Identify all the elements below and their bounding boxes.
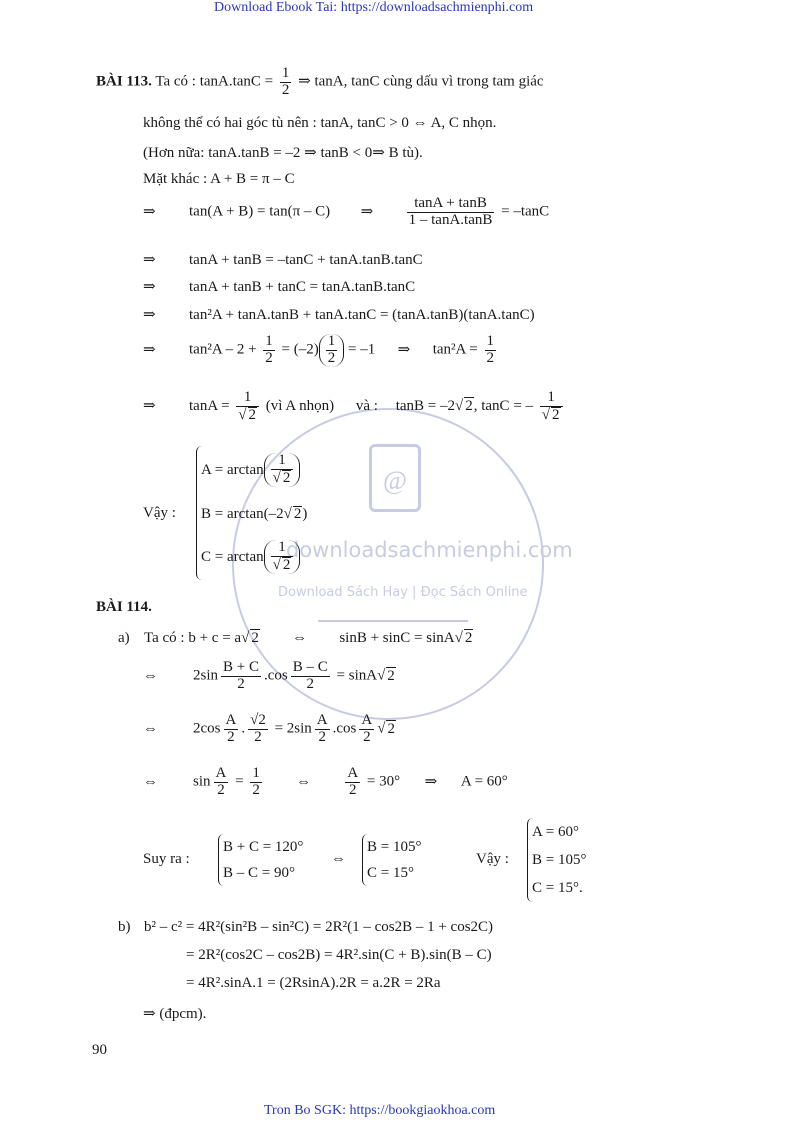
watermark-subtitle: Download Sách Hay | Đọc Sách Online	[278, 585, 528, 600]
implies: ⇒	[143, 307, 156, 323]
bai114-a-line1: a) Ta có : b + c = a√ 2 ⇔ sinB + sinC = sinA√ 2	[118, 630, 473, 646]
equiv-symbol: ⇔	[331, 851, 346, 867]
text: = –1	[348, 341, 376, 358]
num: 1	[281, 65, 290, 81]
bai113-line2: không thể có hai góc tù nên : tanA, tanC > 0 ⇔ A, C nhọn.	[143, 115, 497, 131]
watermark-title: downloadsachmienphi.com	[286, 538, 573, 562]
text: = sinA	[336, 667, 378, 684]
implies: ⇒	[360, 203, 374, 220]
text: b² – c² = 4R²(sin²B – sin²C) = 2R²(1 – cos2B – 1 + cos2C)	[144, 919, 494, 935]
den: 2	[486, 349, 495, 366]
den: 1 – tanA.tanB	[408, 211, 493, 228]
den: 2	[318, 728, 326, 745]
vay-label: Vậy :	[476, 851, 509, 867]
num: A	[347, 765, 359, 781]
text: Ta có : tanA.tanC =	[155, 73, 274, 90]
bai113-system	[196, 446, 307, 580]
fraction-half	[250, 766, 262, 799]
implies: ⇒	[143, 279, 156, 295]
text: .cos	[332, 720, 357, 737]
equiv: ⇔	[143, 773, 158, 790]
bai113-vay-label: Vậy :	[143, 505, 176, 521]
num: A	[361, 712, 373, 728]
num: 1	[252, 765, 260, 781]
radicand: 2	[282, 470, 291, 486]
num: A	[225, 712, 237, 728]
den: 2	[327, 349, 336, 366]
implies: ⇒	[143, 398, 156, 415]
text: C = arctan	[201, 548, 264, 565]
sys-row: C = 15°.	[532, 880, 583, 896]
fraction	[291, 660, 330, 693]
bai113-line6	[143, 250, 423, 269]
sys-row: B + C = 120°	[223, 839, 304, 855]
implies: ⇒	[424, 773, 438, 790]
text: tanA =	[189, 398, 230, 415]
text: 2cos	[193, 720, 221, 737]
num: A	[316, 712, 328, 728]
watermark-underline	[318, 620, 468, 622]
text: , tanC = –	[473, 398, 534, 415]
sys-row	[201, 446, 307, 494]
num: A	[215, 765, 227, 781]
text: = –tanC	[501, 203, 550, 220]
radicand: 2	[387, 667, 395, 684]
watermark-book-icon: @	[369, 444, 421, 512]
fraction-half	[485, 334, 497, 367]
text: 2sin	[193, 667, 219, 684]
sys-row: B = 105°	[367, 839, 422, 855]
num: B – C	[292, 659, 328, 675]
bai114-b-line1	[118, 919, 493, 936]
text: .cos	[264, 667, 288, 684]
bai114-b-line3: = 4R².sinA.1 = (2RsinA).2R = a.2R = 2Ra	[186, 975, 441, 991]
equiv: ⇔	[143, 720, 158, 737]
text: = 30°	[366, 773, 401, 790]
text: A = 60°	[460, 773, 508, 790]
fraction: $\frac{1}{√ 2}$	[236, 390, 259, 424]
radicand: 2	[552, 406, 560, 423]
bai113-line4: Mặt khác : A + B = π – C	[143, 171, 295, 187]
fraction	[345, 766, 360, 799]
text: tan(A + B) = tan(π – C)	[189, 203, 331, 220]
radicand: 2	[464, 630, 473, 646]
den: 2	[265, 349, 273, 366]
implies: ⇒	[143, 252, 156, 268]
num: 1	[271, 453, 294, 470]
text: =	[235, 773, 244, 790]
text: tanA + tanB + tanC = tanA.tanB.tanC	[189, 279, 416, 295]
bai114-a-line2: ⇔ 2sin $\frac{B + C}{2}$ .cos $\frac{B - C}{2}$ = sinA√ 2	[143, 659, 395, 692]
equiv: ⇔	[296, 773, 312, 790]
text: = (–2)	[281, 341, 319, 358]
radicand: 2	[465, 398, 473, 415]
fraction-half	[280, 66, 292, 99]
bai114-heading: BÀI 114.	[96, 599, 152, 615]
text: sinB + sinC = sinA	[339, 630, 455, 646]
bai114-b-line2: = 2R²(cos2C – cos2B) = 4R².sin(C + B).sin(B – C)	[186, 947, 492, 963]
radicand: 2	[248, 406, 257, 423]
radicand: 2	[387, 720, 395, 737]
fraction	[359, 713, 374, 746]
sys-row: A = 60°	[532, 824, 579, 840]
label: a)	[118, 630, 130, 646]
fraction: $\frac{1}{√ 2}$	[271, 453, 294, 487]
fraction	[224, 713, 239, 746]
num: 1	[540, 390, 563, 407]
text: tan²A =	[432, 341, 478, 358]
den: 2	[281, 81, 290, 98]
text: và :	[355, 398, 378, 415]
text: tanA + tanB = –tanC + tanA.tanB.tanC	[189, 252, 423, 268]
text: (vì A nhọn)	[265, 398, 335, 415]
label: b)	[118, 919, 131, 935]
fraction	[221, 660, 261, 693]
den: 2	[252, 781, 260, 798]
radicand: 2	[282, 557, 291, 573]
radicand: 2	[251, 630, 259, 646]
implies: ⇒	[143, 203, 156, 220]
text: tanB = –2	[395, 398, 455, 415]
fraction	[248, 713, 268, 746]
fraction-half	[263, 334, 275, 367]
num: 1	[236, 390, 259, 407]
fraction	[315, 713, 330, 746]
bai113-line9	[143, 334, 499, 367]
footer-sgk-link[interactable]: Tron Bo SGK: https://bookgiaokhoa.com	[264, 1103, 496, 1118]
implies: ⇒	[143, 341, 156, 358]
sys-row: B = 105°	[532, 852, 587, 868]
bai113-heading: BÀI 113.	[96, 73, 152, 90]
bai113-line5	[143, 196, 549, 229]
den: 2	[227, 728, 235, 745]
bai114-a-line3: ⇔ 2cos $\frac{A}{2}$ . $\frac{√2}{2}$ = 2sin $\frac{A}{2}$ .cos $\frac{A}{2}$ √ 2	[143, 712, 395, 745]
text: Ta có : b + c = a	[144, 630, 242, 646]
text: tan²A + tanA.tanB + tanA.tanC = (tanA.tanB)(tanA.tanC)	[189, 307, 535, 323]
num: 1	[271, 540, 294, 557]
equiv: ⇔	[143, 667, 158, 684]
suy-ra-system	[218, 834, 303, 886]
bai113-line3: (Hơn nữa: tanA.tanB = –2 ⇒ tanB < 0⇒ B tù).	[143, 145, 423, 161]
bai113-line1	[96, 66, 544, 99]
sys-row: B – C = 90°	[223, 865, 295, 881]
equiv: ⇔	[292, 630, 308, 646]
page-number: 90	[92, 1042, 107, 1058]
sys-row: B = arctan(–2 √ 2 )	[201, 505, 308, 522]
bai113-line8	[143, 305, 535, 324]
text: ⇒ tanA, tanC cùng dấu vì trong tam giác	[298, 73, 544, 90]
num: 1	[327, 333, 336, 349]
text: tan²A – 2 +	[189, 341, 257, 358]
fraction: $\frac{1}{√ 2}$	[271, 540, 294, 574]
den: 2	[306, 675, 314, 692]
den: 2	[254, 728, 262, 745]
text: B = arctan(–2	[201, 505, 284, 522]
num: √2	[250, 712, 266, 728]
den: 2	[237, 675, 245, 692]
implies: ⇒	[397, 341, 411, 358]
num: 1	[486, 333, 495, 349]
suy-ra-label: Suy ra :	[143, 851, 190, 867]
num: tanA + tanB	[407, 196, 495, 213]
text: = 2sin	[274, 720, 312, 737]
paren	[319, 334, 345, 367]
final-system	[527, 818, 586, 902]
bai114-a-line4	[143, 766, 508, 799]
text: sin	[193, 773, 211, 790]
sys-row	[201, 534, 307, 580]
fraction	[407, 196, 495, 229]
den: 2	[349, 781, 357, 798]
text: )	[302, 505, 308, 522]
num: 1	[265, 333, 273, 349]
paren	[264, 453, 301, 487]
bai113-line7	[143, 277, 415, 296]
sys-row: C = 15°	[367, 865, 414, 881]
fraction	[214, 766, 229, 799]
solution-system	[362, 834, 421, 886]
den: 2	[217, 781, 225, 798]
den: 2	[363, 728, 371, 745]
fraction: $\frac{1}{√ 2}$	[540, 390, 563, 424]
bai114-b-line4: ⇒ (đpcm).	[143, 1006, 207, 1022]
header-download-link[interactable]: Download Ebook Tai: https://downloadsachmienphi.com	[214, 0, 534, 15]
text: A = arctan	[201, 461, 264, 478]
radicand: 2	[293, 506, 302, 522]
num: B + C	[223, 659, 259, 675]
fraction-half	[326, 334, 338, 367]
bai113-line10: ⇒ tanA = $\frac{1}{√ 2}$ (vì A nhọn) và : tanB = –2√ 2, tanC = – $\frac{1}{√ 2}$	[143, 390, 566, 424]
paren	[264, 540, 301, 574]
